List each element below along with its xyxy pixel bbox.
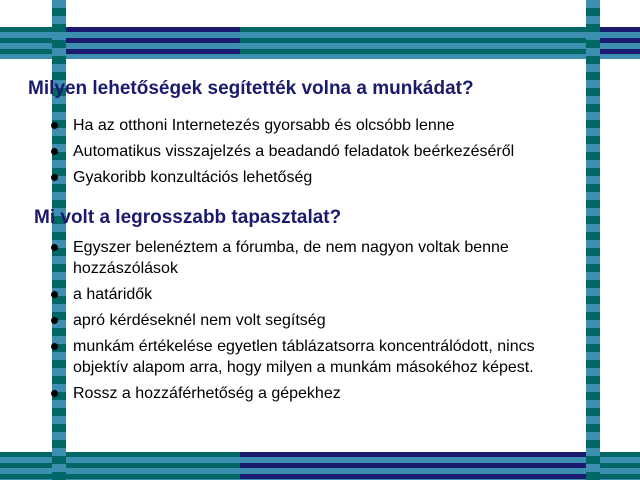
bullet-icon bbox=[51, 148, 58, 155]
list-item-text: Gyakoribb konzultációs lehetőség bbox=[73, 169, 313, 186]
bullet-icon bbox=[51, 390, 58, 397]
bullet-icon bbox=[51, 244, 58, 251]
bullet-icon bbox=[51, 174, 58, 181]
list-item-text: Ha az otthoni Internetezés gyorsabb és olcsóbb lenne bbox=[73, 117, 455, 134]
section1-heading: Milyen lehetőségek segítették volna a munkádat? bbox=[28, 78, 474, 99]
list-item bbox=[48, 383, 593, 404]
section2-heading: Mi volt a legrosszabb tapasztalat? bbox=[34, 207, 342, 228]
section2-list bbox=[48, 237, 593, 409]
bullet-icon bbox=[51, 122, 58, 129]
list-item bbox=[48, 284, 593, 305]
list-item-text: a határidők bbox=[73, 286, 153, 303]
list-item-text: Automatikus visszajelzés a beadandó feladatok beérkezéséről bbox=[73, 143, 515, 160]
list-item-text: Rossz a hozzáférhetőség a gépekhez bbox=[73, 385, 341, 402]
top-navy-block-right bbox=[600, 27, 640, 59]
list-item-text: munkám értékelése egyetlen táblázatsorra koncentrálódott, nincs objektív alapom arra, hogy milyen a munkám másokéhoz képest. bbox=[73, 338, 535, 376]
list-item-text: apró kérdéseknél nem volt segítség bbox=[73, 312, 326, 329]
bullet-icon bbox=[51, 343, 58, 350]
top-navy-block-left bbox=[66, 27, 240, 59]
list-item bbox=[48, 141, 593, 162]
list-item bbox=[48, 167, 593, 188]
list-item bbox=[48, 336, 593, 378]
bullet-icon bbox=[51, 291, 58, 298]
list-item bbox=[48, 310, 593, 331]
list-item bbox=[48, 237, 593, 279]
bottom-navy-block bbox=[240, 452, 586, 480]
list-item bbox=[48, 115, 593, 136]
list-item-text: Egyszer belenéztem a fórumba, de nem nagyon voltak benne hozzászólások bbox=[73, 239, 509, 277]
section1-list bbox=[48, 115, 593, 193]
bullet-icon bbox=[51, 317, 58, 324]
